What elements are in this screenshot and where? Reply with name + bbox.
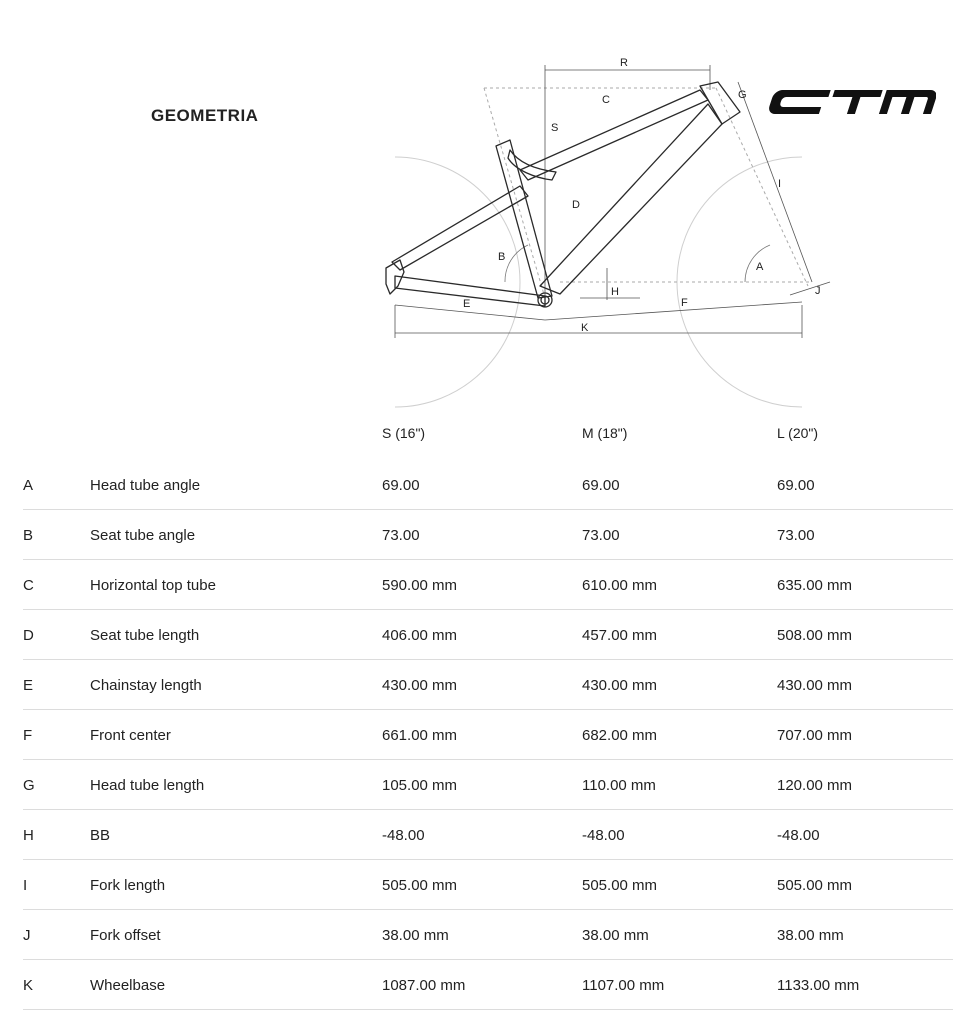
diagram-label-s: S: [551, 122, 559, 134]
row-value-m: 505.00 mm: [582, 877, 658, 894]
size-header: [0, 425, 968, 445]
geometry-table: [23, 460, 953, 1010]
row-label: Front center: [90, 727, 171, 744]
diagram-label-h: H: [611, 286, 619, 298]
row-letter: E: [23, 677, 34, 694]
diagram-label-f: F: [681, 297, 688, 309]
diagram-label-i: I: [778, 178, 782, 190]
row-value-s: 505.00 mm: [382, 877, 458, 894]
row-label: BB: [90, 827, 111, 844]
table-row: [23, 560, 953, 610]
row-value-m: 69.00: [582, 477, 620, 494]
size-l-header: L (20"): [777, 425, 819, 441]
row-label: Chainstay length: [90, 677, 202, 694]
row-value-l: 120.00 mm: [777, 777, 853, 794]
row-value-m: 1107.00 mm: [582, 977, 665, 994]
row-label: Seat tube angle: [90, 527, 196, 544]
row-value-s: 1087.00 mm: [382, 977, 466, 994]
row-value-l: 505.00 mm: [777, 877, 853, 894]
table-row: [23, 460, 953, 510]
row-value-m: 682.00 mm: [582, 727, 658, 744]
row-label: Head tube length: [90, 777, 205, 794]
table-row: [23, 660, 953, 710]
row-value-m: -48.00: [582, 827, 625, 844]
size-s-header: S (16"): [382, 425, 426, 441]
row-value-m: 610.00 mm: [582, 577, 658, 594]
row-value-l: 430.00 mm: [777, 677, 853, 694]
row-value-m: 110.00 mm: [582, 777, 656, 794]
table-row: [23, 510, 953, 560]
row-value-s: 406.00 mm: [382, 627, 458, 644]
diagram-label-g: G: [738, 89, 747, 101]
row-label: Fork offset: [90, 927, 161, 944]
table-row: [23, 710, 953, 760]
row-letter: J: [23, 927, 31, 944]
table-row: [23, 760, 953, 810]
row-value-m: 457.00 mm: [582, 627, 658, 644]
size-m-header: M (18"): [582, 425, 628, 441]
diagram-label-r: R: [620, 57, 628, 69]
row-label: Seat tube length: [90, 627, 200, 644]
row-value-l: 707.00 mm: [777, 727, 853, 744]
table-row: [23, 860, 953, 910]
table-row: [23, 910, 953, 960]
rear-wheel: [380, 157, 520, 407]
row-value-l: -48.00: [777, 827, 820, 844]
row-label: Wheelbase: [90, 977, 166, 994]
row-letter: G: [23, 777, 35, 794]
row-value-l: 508.00 mm: [777, 627, 853, 644]
row-label: Head tube angle: [90, 477, 201, 494]
diagram-label-b: B: [498, 251, 506, 263]
diagram-label-j: J: [815, 285, 821, 297]
diagram-label-a: A: [756, 261, 764, 273]
row-value-m: 38.00 mm: [582, 927, 649, 944]
row-value-s: 661.00 mm: [382, 727, 458, 744]
row-value-l: 1133.00 mm: [777, 977, 860, 994]
geometry-diagram: [380, 50, 840, 410]
diagram-label-d: D: [572, 199, 580, 211]
row-value-m: 73.00: [582, 527, 620, 544]
row-value-s: 73.00: [382, 527, 420, 544]
table-row: [23, 810, 953, 860]
row-label: Fork length: [90, 877, 166, 894]
row-value-m: 430.00 mm: [582, 677, 658, 694]
row-value-l: 69.00: [777, 477, 815, 494]
table-row: [23, 960, 953, 1010]
row-letter: F: [23, 727, 33, 744]
row-letter: K: [23, 977, 34, 994]
page-title: GEOMETRIA: [151, 106, 259, 125]
row-value-s: -48.00: [382, 827, 425, 844]
table-row: [23, 610, 953, 660]
row-value-l: 38.00 mm: [777, 927, 844, 944]
diagram-label-e: E: [463, 298, 471, 310]
row-letter: B: [23, 527, 34, 544]
row-letter: H: [23, 827, 34, 844]
row-value-s: 105.00 mm: [382, 777, 458, 794]
row-letter: A: [23, 477, 34, 494]
row-value-s: 430.00 mm: [382, 677, 458, 694]
row-letter: D: [23, 627, 34, 644]
diagram-label-k: K: [581, 322, 589, 334]
row-value-s: 38.00 mm: [382, 927, 449, 944]
row-value-l: 73.00: [777, 527, 815, 544]
diagram-label-c: C: [602, 94, 610, 106]
row-value-s: 590.00 mm: [382, 577, 458, 594]
row-label: Horizontal top tube: [90, 577, 216, 594]
row-letter: I: [23, 877, 28, 894]
row-letter: C: [23, 577, 34, 594]
row-value-s: 69.00: [382, 477, 420, 494]
row-value-l: 635.00 mm: [777, 577, 853, 594]
